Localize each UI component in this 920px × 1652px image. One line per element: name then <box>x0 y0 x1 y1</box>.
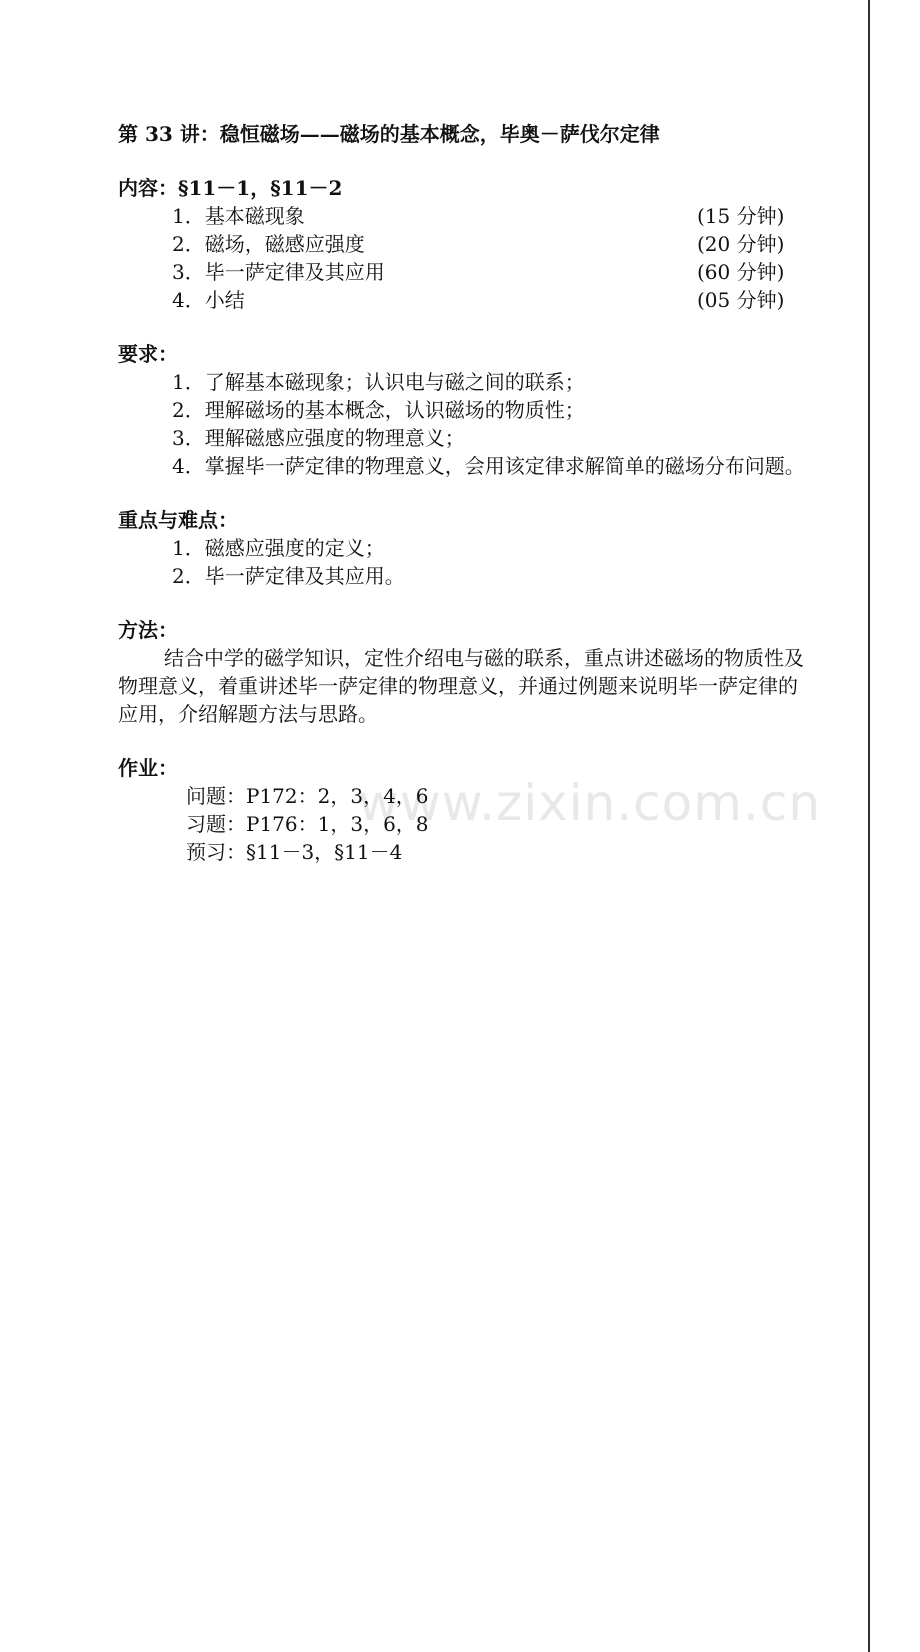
method-line: 结合中学的磁学知识，定性介绍电与磁的联系，重点讲述磁场的物质性及 <box>164 646 804 670</box>
requirement-item: 2．理解磁场的基本概念，认识磁场的物质性； <box>172 398 585 422</box>
content-item-label: 1．基本磁现象 <box>172 204 305 228</box>
method-line: 物理意义，着重讲述毕一萨定律的物理意义，并通过例题来说明毕一萨定律的 <box>118 674 798 698</box>
content-item-duration: (15 分钟) <box>697 204 785 228</box>
lecture-title: 第 33 讲：稳恒磁场——磁场的基本概念，毕奥－萨伐尔定律 <box>118 122 660 146</box>
content-item-duration: (05 分钟) <box>697 288 785 312</box>
homework-item: 习题：P176：1，3，6，8 <box>186 812 429 836</box>
method-line: 应用，介绍解题方法与思路。 <box>118 702 378 726</box>
content-heading: 内容：§11－1，§11－2 <box>118 176 343 200</box>
content-item-duration: (60 分钟) <box>697 260 785 284</box>
homework-item: 问题：P172：2，3，4，6 <box>186 784 429 808</box>
page-right-border <box>868 0 870 1652</box>
method-heading: 方法： <box>118 618 178 642</box>
key-points-heading: 重点与难点： <box>118 508 238 532</box>
content-item-label: 3．毕一萨定律及其应用 <box>172 260 385 284</box>
requirement-item: 1．了解基本磁现象；认识电与磁之间的联系； <box>172 370 585 394</box>
content-item-duration: (20 分钟) <box>697 232 785 256</box>
homework-item: 预习：§11－3，§11－4 <box>186 840 403 864</box>
requirement-item: 4．掌握毕一萨定律的物理意义，会用该定律求解简单的磁场分布问题。 <box>172 454 805 478</box>
method-paragraph <box>118 644 862 728</box>
requirement-item: 3．理解磁感应强度的物理意义； <box>172 426 465 450</box>
homework-heading: 作业： <box>118 756 178 780</box>
key-point-item: 1．磁感应强度的定义； <box>172 536 385 560</box>
content-item-label: 2．磁场，磁感应强度 <box>172 232 365 256</box>
content-item-label: 4．小结 <box>172 288 245 312</box>
watermark: www.zixin.com.cn <box>358 774 822 832</box>
key-point-item: 2．毕一萨定律及其应用。 <box>172 564 405 588</box>
requirements-heading: 要求： <box>118 342 178 366</box>
